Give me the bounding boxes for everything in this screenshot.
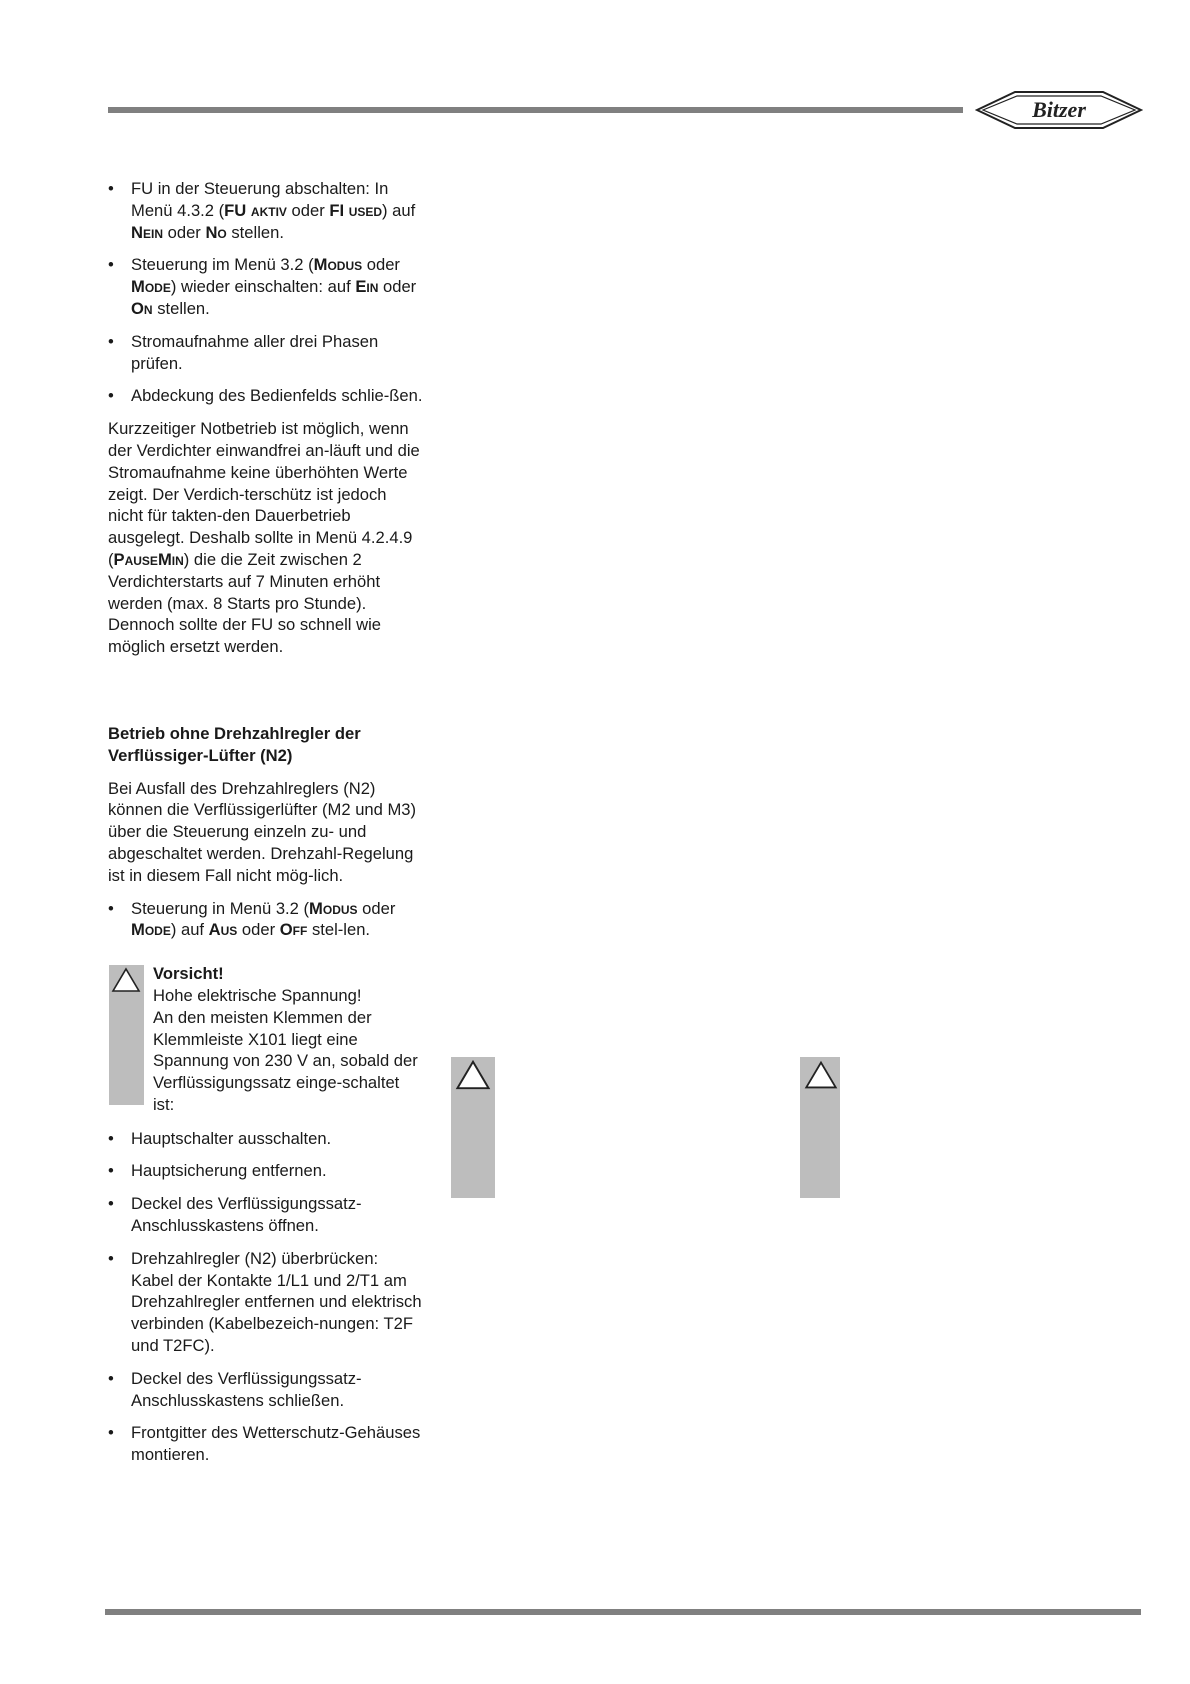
list-item: • Hauptsicherung entfernen. — [108, 1161, 327, 1181]
footer-rule — [105, 1609, 1141, 1615]
warning-triangle-icon — [111, 967, 141, 993]
emergency-paragraph: Kurzzeitiger Notbetrieb ist möglich, wenn der Verdichter einwandfrei an-läuft und die Stromaufnahme keine überhöhten Werte zeigt. Der Verdich-terschütz ist jedoch nicht für takten-den Dauerbetrieb ausgelegt. Deshalb sollte in Menü 4.2.4.9 (PauseMin) die die Zeit zwischen 2 Verdichterstarts auf 7 Minuten erhöht werden (max. 8 Starts pro Stunde). Dennoch sollte der FU so schnell wie möglich ersetzt werden. — [108, 419, 420, 657]
section-paragraph: Bei Ausfall des Drehzahlreglers (N2) können die Verflüssigerlüfter (M2 und M3) über die Steuerung einzeln zu- und abgeschaltet werden. Drehzahl-Regelung ist in diesem Fall nicht mög-lich. — [108, 778, 417, 885]
list-item: • Frontgitter des Wetterschutz-Gehäuses montieren. — [108, 1423, 421, 1465]
warning-triangle-icon — [804, 1059, 838, 1091]
warning-subtitle: Hohe elektrische Spannung! — [153, 985, 362, 1005]
main-column — [108, 178, 423, 1477]
list-item: • Drehzahlregler (N2) überbrücken: Kabel der Kontakte 1/L1 und 2/T1 am Drehzahlregler entfernen und elektrisch verbinden (Kabelbezeich-nungen: T2F und T2FC). — [108, 1248, 422, 1356]
warning-triangle-icon — [455, 1059, 491, 1091]
list-item: • FU in der Steuerung abschalten: In Menü 4.3.2 (FU aktiv oder FI used) auf Nein oder No stellen. — [108, 179, 416, 242]
warning-bar-column3 — [800, 1057, 840, 1198]
warning-body: An den meisten Klemmen der Klemmleiste X101 liegt eine Spannung von 230 V an, sobald der Verflüssigungssatz einge-schaltet ist: — [153, 1007, 418, 1114]
list-item: • Steuerung in Menü 3.2 (Modus oder Mode) auf Aus oder Off stel-len. — [108, 898, 396, 940]
list-item: • Steuerung im Menü 3.2 (Modus oder Mode) wieder einschalten: auf Ein oder On stellen. — [108, 255, 417, 318]
section-heading: Betrieb ohne Drehzahlregler der Verflüssiger-Lüfter (N2) — [108, 723, 361, 765]
list-item: • Deckel des Verflüssigungssatz-Anschlusskastens schließen. — [108, 1368, 362, 1410]
list-item: • Abdeckung des Bedienfelds schlie-ßen. — [108, 386, 423, 406]
warning-box — [108, 963, 423, 1116]
list-item: • Hauptschalter ausschalten. — [108, 1128, 332, 1148]
list-item: • Stromaufnahme aller drei Phasen prüfen. — [108, 331, 379, 373]
header-rule — [108, 107, 963, 113]
warning-title: Vorsicht! — [153, 964, 224, 984]
list-item: • Deckel des Verflüssigungssatz-Anschlusskastens öffnen. — [108, 1194, 362, 1236]
logo-text: Bitzer — [1032, 97, 1086, 122]
bitzer-logo — [975, 84, 1143, 136]
warning-bar-column2 — [451, 1057, 495, 1198]
